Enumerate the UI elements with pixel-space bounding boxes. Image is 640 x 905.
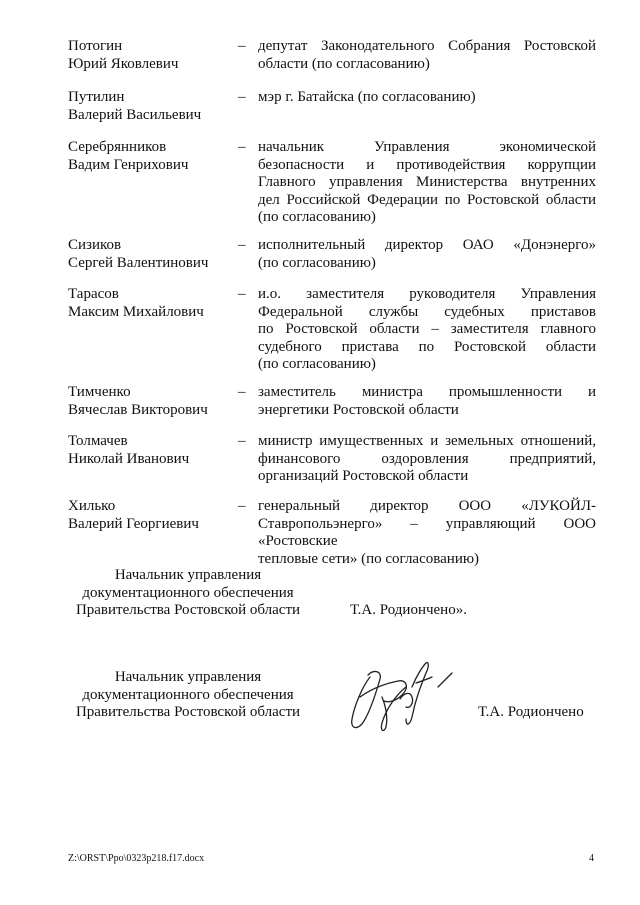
position-description <box>258 286 596 374</box>
description-line: депутат Законодательного Собрания Ростовской <box>258 38 596 54</box>
given-names: Валерий Васильевич <box>68 106 202 123</box>
signatory-title-line: Начальник управления <box>114 567 262 583</box>
description-line: области (по согласованию) <box>258 55 430 72</box>
person-name <box>68 384 228 419</box>
description-line: заместитель министра промышленности и <box>258 384 596 400</box>
dash: – <box>238 384 246 400</box>
dash: – <box>238 433 246 449</box>
surname: Путилин <box>68 89 125 105</box>
given-names: Вадим Генрихович <box>68 156 189 173</box>
description-line: (по согласованию) <box>258 356 376 372</box>
signatory-title <box>68 567 308 620</box>
signatory-name: Т.А. Родиончено». <box>350 602 467 618</box>
given-names: Сергей Валентинович <box>68 254 209 271</box>
description-line: безопасности и противодействия коррупции <box>258 156 596 173</box>
given-names: Вячеслав Викторович <box>68 401 208 418</box>
description-line: финансового оздоровления предприятий, <box>258 450 596 467</box>
given-names: Валерий Георгиевич <box>68 515 199 532</box>
person-name <box>68 38 228 73</box>
dash: – <box>238 498 246 514</box>
description-line: (по согласованию) <box>258 209 376 225</box>
description-line: начальник Управления экономической <box>258 139 596 155</box>
page-number: 4 <box>589 853 594 864</box>
surname: Хилько <box>68 498 116 514</box>
surname: Тарасов <box>68 286 119 302</box>
signatory-title-line: документационного обеспечения <box>82 584 294 601</box>
person-name <box>68 498 228 533</box>
description-line: организаций Ростовской области <box>258 468 469 484</box>
position-description <box>258 433 596 486</box>
signatory-title <box>68 669 308 722</box>
dash: – <box>238 139 246 155</box>
person-name <box>68 139 228 174</box>
list-item <box>68 286 598 376</box>
person-name <box>68 433 228 468</box>
description-line: тепловые сети» (по согласованию) <box>258 550 480 567</box>
description-line: энергетики Ростовской области <box>258 401 459 418</box>
signatory-title-line: Правительства Ростовской области <box>75 704 301 720</box>
description-line: генеральный директор ООО «ЛУКОЙЛ- <box>258 498 596 514</box>
surname: Сизиков <box>68 237 122 253</box>
given-names: Максим Михайлович <box>68 303 204 320</box>
handwritten-signature <box>340 657 460 737</box>
description-line: Ставропольэнерго» – управляющий ООО «Ростовские <box>258 515 596 549</box>
description-line: Главного управления Министерства внутренних <box>258 174 596 190</box>
list-item <box>68 384 598 420</box>
file-path: Z:\ORST\Ppo\0323p218.f17.docx <box>68 853 205 864</box>
surname: Тимченко <box>68 384 131 400</box>
list-item <box>68 433 598 487</box>
description-line: исполнительный директор ОАО «Донэнерго» <box>258 237 596 253</box>
person-name <box>68 286 228 321</box>
description-line: (по согласованию) <box>258 254 376 271</box>
position-description <box>258 498 596 568</box>
description-line: дел Российской Федерации по Ростовской области <box>258 191 596 208</box>
list-item <box>68 89 598 125</box>
list-item <box>68 237 598 273</box>
person-name <box>68 89 228 124</box>
person-name <box>68 237 228 272</box>
signatory-name: Т.А. Родиончено <box>478 704 584 720</box>
position-description <box>258 237 596 272</box>
surname: Толмачев <box>68 433 128 449</box>
position-description <box>258 384 596 419</box>
description-line: министр имущественных и земельных отношений, <box>258 433 596 449</box>
description-line: по Ростовской области – заместителя главного <box>258 321 596 337</box>
description-line: мэр г. Батайска (по согласованию) <box>258 89 476 105</box>
description-line: Федеральной службы судебных приставов <box>258 303 596 320</box>
position-description <box>258 139 596 227</box>
given-names: Николай Иванович <box>68 450 190 467</box>
list-item <box>68 38 598 74</box>
surname: Серебрянников <box>68 139 167 155</box>
list-item <box>68 139 598 229</box>
description-line: судебного пристава по Ростовской области <box>258 338 596 355</box>
list-item <box>68 498 598 567</box>
signatory-title-line: Правительства Ростовской области <box>75 602 301 618</box>
dash: – <box>238 89 246 105</box>
surname: Потогин <box>68 38 123 54</box>
signatory-title-line: документационного обеспечения <box>82 686 294 703</box>
dash: – <box>238 237 246 253</box>
dash: – <box>238 38 246 54</box>
dash: – <box>238 286 246 302</box>
signatory-title-line: Начальник управления <box>114 669 262 685</box>
given-names: Юрий Яковлевич <box>68 55 179 72</box>
position-description <box>258 89 596 107</box>
description-line: и.о. заместителя руководителя Управления <box>258 286 596 302</box>
position-description <box>258 38 596 73</box>
